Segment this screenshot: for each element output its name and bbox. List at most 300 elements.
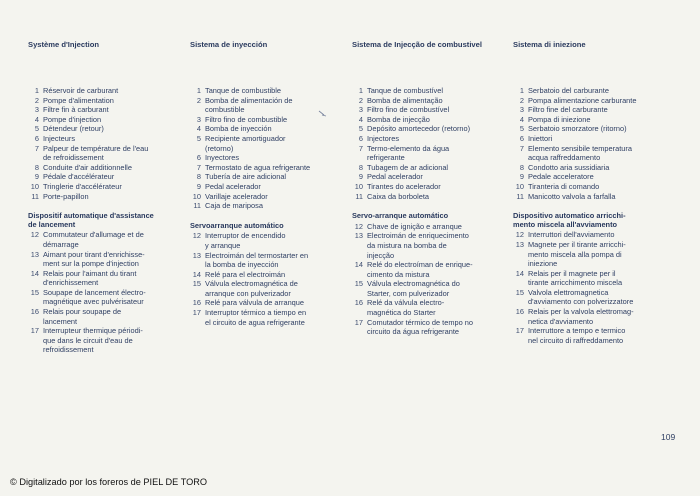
item-text-line: el circuito de agua refrigerante xyxy=(205,317,305,327)
item-text-line: tirante arricchimento miscela xyxy=(528,278,623,288)
item-text-line: Chave de ignição e arranque xyxy=(367,221,462,231)
list-item xyxy=(352,182,504,192)
item-text-line: Aimant pour tirant d'enrichisse- xyxy=(43,249,145,259)
item-number: 7 xyxy=(519,143,524,153)
item-text-line: Bomba de inyección xyxy=(205,124,272,134)
item-text-line: Porte-papillon xyxy=(43,191,89,201)
item-text xyxy=(528,124,665,134)
item-text xyxy=(528,192,665,202)
item-text xyxy=(528,326,665,345)
item-text-line: Réservoir de carburant xyxy=(43,86,119,95)
item-number: 9 xyxy=(519,172,524,182)
item-text-line: Bomba de alimentación de xyxy=(205,95,293,105)
section-heading xyxy=(28,212,180,229)
column-title: Système d'Injection xyxy=(28,40,100,49)
item-number: 9 xyxy=(358,172,363,182)
item-text-line: Conduite d'air additionnelle xyxy=(43,162,132,172)
list-item xyxy=(513,240,665,269)
item-number: 10 xyxy=(30,181,39,191)
item-text xyxy=(367,260,504,279)
list-item xyxy=(190,192,342,202)
item-text xyxy=(43,250,180,269)
item-text-line: Bomba de alimentação xyxy=(367,95,443,105)
item-text-line: Détendeur (retour) xyxy=(43,124,104,134)
item-number: 10 xyxy=(515,181,524,191)
item-text-line: Relais per la valvola elettromag- xyxy=(528,307,634,317)
item-text-line: da mistura na bomba de xyxy=(367,240,447,250)
item-text xyxy=(43,86,180,96)
item-text xyxy=(528,115,665,125)
item-number: 1 xyxy=(196,86,201,95)
section-heading-line: Servo-arranque automático xyxy=(352,211,449,221)
item-number: 14 xyxy=(192,269,201,279)
item-text xyxy=(205,153,342,163)
item-text xyxy=(43,182,180,192)
item-text xyxy=(43,163,180,173)
item-number: 5 xyxy=(358,124,363,134)
list-item xyxy=(352,298,504,317)
list-item xyxy=(190,172,342,182)
list-item xyxy=(352,163,504,173)
auto-start-list xyxy=(352,222,504,337)
list-item xyxy=(28,96,180,106)
item-number: 7 xyxy=(196,162,201,172)
parts-list xyxy=(352,86,504,201)
item-text-line: Tubería de aire adicional xyxy=(205,172,287,182)
list-item xyxy=(28,134,180,144)
parts-list xyxy=(28,86,180,201)
list-item xyxy=(513,192,665,202)
list-item xyxy=(28,288,180,307)
column-spanish xyxy=(190,40,342,327)
page-number: 109 xyxy=(661,432,676,442)
auto-start-list xyxy=(28,230,180,355)
item-number: 17 xyxy=(192,308,201,318)
item-number: 6 xyxy=(358,133,363,143)
item-number: 14 xyxy=(515,268,524,278)
item-text-line: circuito da água refrigerante xyxy=(367,327,460,337)
list-item xyxy=(352,279,504,298)
section-heading-line: Dispositif automatique d'assistance xyxy=(28,211,154,221)
list-item xyxy=(28,326,180,355)
item-text-line: Recipiente amortiguador xyxy=(205,133,286,143)
item-text xyxy=(367,96,504,106)
item-text-line: Pompa alimentazione carburante xyxy=(528,95,637,105)
item-text xyxy=(43,115,180,125)
list-item xyxy=(513,96,665,106)
item-text xyxy=(367,163,504,173)
item-number: 1 xyxy=(34,86,39,95)
list-item xyxy=(352,260,504,279)
item-number: 8 xyxy=(34,162,39,172)
item-number: 12 xyxy=(515,230,524,240)
item-number: 1 xyxy=(519,86,524,95)
item-number: 8 xyxy=(519,162,524,172)
item-text xyxy=(367,124,504,134)
item-number: 13 xyxy=(354,231,363,241)
item-number: 11 xyxy=(193,201,201,211)
item-number: 2 xyxy=(519,95,524,105)
item-number: 12 xyxy=(354,221,363,231)
section-heading-line: Dispositivo automatico arricchi- xyxy=(513,211,626,221)
scan-credit: © Digitalizado por los foreros de PIEL DE TORO xyxy=(10,477,208,487)
item-text xyxy=(367,105,504,115)
list-item xyxy=(352,144,504,163)
item-text xyxy=(205,182,342,192)
item-text xyxy=(43,230,180,249)
list-item xyxy=(352,231,504,260)
item-text xyxy=(205,172,342,182)
item-number: 3 xyxy=(34,105,39,115)
item-text-line: Condotto aria sussidiaria xyxy=(528,162,610,172)
item-text-line: Soupape de lancement électro- xyxy=(43,287,146,297)
item-number: 2 xyxy=(196,95,201,105)
item-text xyxy=(367,318,504,337)
item-text-line: Inyectores xyxy=(205,153,240,163)
section-heading-line: de lancement xyxy=(28,219,76,229)
item-text-line: Depósito amortecedor (retorno) xyxy=(367,124,471,134)
item-text-line: acqua raffreddamento xyxy=(528,153,601,163)
item-text xyxy=(528,86,665,96)
item-text-line: Filtro fine del carburante xyxy=(528,105,608,115)
item-number: 5 xyxy=(519,124,524,134)
item-text-line: Manicotto valvola a farfalla xyxy=(528,191,616,201)
list-item xyxy=(513,86,665,96)
item-text-line: Caja de mariposa xyxy=(205,201,263,211)
item-text-line: nel circuito di raffreddamento xyxy=(528,335,624,345)
list-item xyxy=(352,124,504,134)
item-text xyxy=(43,134,180,144)
list-item xyxy=(352,96,504,106)
item-text xyxy=(205,124,342,134)
list-item xyxy=(513,326,665,345)
list-item xyxy=(352,105,504,115)
list-item xyxy=(28,192,180,202)
item-text xyxy=(528,144,665,163)
item-text-line: Bomba de injecção xyxy=(367,114,430,124)
item-text xyxy=(528,240,665,269)
item-number: 5 xyxy=(196,133,201,143)
item-number: 15 xyxy=(30,287,39,297)
item-text-line: Iniettori xyxy=(528,133,553,143)
item-text-line: Serbatoio del carburante xyxy=(528,86,609,95)
list-item xyxy=(28,250,180,269)
list-item xyxy=(28,105,180,115)
item-text-line: Electroimán del termostarter en xyxy=(205,250,309,260)
item-text-line: Pompe d'injection xyxy=(43,114,102,124)
item-text xyxy=(528,105,665,115)
list-item xyxy=(352,86,504,96)
column-french xyxy=(28,40,180,355)
item-text-line: refrigerante xyxy=(367,153,405,163)
item-text-line: (retorno) xyxy=(205,143,234,153)
list-item xyxy=(28,115,180,125)
item-number: 5 xyxy=(34,124,39,134)
item-number: 16 xyxy=(515,307,524,317)
item-text-line: la bomba de inyección xyxy=(205,260,279,270)
list-item xyxy=(352,134,504,144)
item-text xyxy=(528,230,665,240)
item-number: 11 xyxy=(355,191,363,201)
pen-mark-icon xyxy=(318,110,328,118)
item-text xyxy=(43,307,180,326)
list-item xyxy=(352,172,504,182)
list-item xyxy=(352,318,504,337)
list-item xyxy=(513,182,665,192)
item-text xyxy=(367,86,504,96)
item-text-line: Relé da válvula electro- xyxy=(367,298,445,308)
item-text xyxy=(528,96,665,106)
list-item xyxy=(190,163,342,173)
item-text-line: d'enrichissement xyxy=(43,278,99,288)
item-text-line: Tringlerie d'accélérateur xyxy=(43,181,122,191)
item-text xyxy=(43,144,180,163)
item-text-line: injecção xyxy=(367,250,395,260)
item-number: 2 xyxy=(34,95,39,105)
list-item xyxy=(190,279,342,298)
item-text xyxy=(205,251,342,270)
item-text-line: Interruptor térmico a tiempo en xyxy=(205,308,307,318)
section-heading xyxy=(190,222,342,231)
item-text-line: Relé do electroíman de enrique- xyxy=(367,260,473,270)
item-text xyxy=(205,86,342,96)
item-number: 13 xyxy=(192,250,201,260)
item-text xyxy=(205,231,342,250)
item-text-line: Pedale acceleratore xyxy=(528,172,594,182)
list-item xyxy=(28,144,180,163)
item-text xyxy=(528,182,665,192)
item-text-line: Relais pour soupape de xyxy=(43,307,122,317)
item-number: 13 xyxy=(30,249,39,259)
item-number: 16 xyxy=(30,307,39,317)
list-item xyxy=(352,192,504,202)
item-text-line: démarrage xyxy=(43,239,79,249)
column-portuguese xyxy=(352,40,504,337)
item-text-line: Válvula electromagnética de xyxy=(205,279,298,289)
item-text-line: Pedal acelerador xyxy=(367,172,423,182)
list-item xyxy=(190,201,342,211)
list-item xyxy=(190,231,342,250)
item-text xyxy=(43,192,180,202)
item-number: 3 xyxy=(519,105,524,115)
list-item xyxy=(190,124,342,134)
item-number: 13 xyxy=(515,239,524,249)
item-text xyxy=(367,182,504,192)
list-item xyxy=(28,307,180,326)
item-number: 15 xyxy=(515,287,524,297)
item-text-line: Interruptor de encendido xyxy=(205,231,286,241)
list-item xyxy=(513,307,665,326)
item-number: 11 xyxy=(31,191,39,201)
item-text xyxy=(367,134,504,144)
list-item xyxy=(28,269,180,288)
item-text-line: Relais per il magnete per il xyxy=(528,268,616,278)
item-number: 12 xyxy=(30,230,39,240)
item-text xyxy=(43,326,180,355)
item-text-line: Pompe d'alimentation xyxy=(43,95,114,105)
item-text-line: Palpeur de température de l'eau xyxy=(43,143,149,153)
item-number: 7 xyxy=(358,143,363,153)
item-text xyxy=(205,134,342,153)
item-text-line: Relé para válvula de arranque xyxy=(205,298,305,308)
item-text-line: magnétique avec pulvérisateur xyxy=(43,297,144,307)
list-item xyxy=(513,163,665,173)
item-text xyxy=(43,269,180,288)
item-text xyxy=(205,270,342,280)
list-item xyxy=(513,105,665,115)
item-text xyxy=(367,222,504,232)
item-text-line: Relé para el electroimán xyxy=(205,269,286,279)
item-text-line: Caixa da borboleta xyxy=(367,191,430,201)
item-number: 17 xyxy=(30,326,39,336)
list-item xyxy=(513,115,665,125)
item-number: 2 xyxy=(358,95,363,105)
section-heading-line: Servoarranque automático xyxy=(190,220,284,230)
list-item xyxy=(513,124,665,134)
item-text-line: Starter, com pulverizador xyxy=(367,288,450,298)
item-text-line: refroidissement xyxy=(43,345,94,355)
item-text xyxy=(205,308,342,327)
item-text-line: magnética do Starter xyxy=(367,308,436,318)
item-number: 6 xyxy=(34,133,39,143)
item-text xyxy=(43,288,180,307)
item-text xyxy=(528,172,665,182)
item-text-line: Electroimán de enriquecimento xyxy=(367,231,469,241)
item-text xyxy=(528,288,665,307)
item-text-line: Tirantes do acelerador xyxy=(367,181,441,191)
item-text-line: Tanque de combustível xyxy=(367,86,444,95)
item-text-line: ment sur la pompe d'injection xyxy=(43,259,139,269)
item-text xyxy=(367,298,504,317)
list-item xyxy=(352,115,504,125)
item-number: 12 xyxy=(192,231,201,241)
list-item xyxy=(28,124,180,134)
item-text-line: Comutador térmico de tempo no xyxy=(367,317,473,327)
item-text xyxy=(367,172,504,182)
item-text-line: mento miscela alla pompa di xyxy=(528,249,622,259)
item-text-line: Filtro fino de combustible xyxy=(205,114,288,124)
item-text-line: y arranque xyxy=(205,240,241,250)
list-item xyxy=(513,230,665,240)
item-number: 16 xyxy=(354,298,363,308)
item-text xyxy=(205,201,342,211)
item-text-line: Injecteurs xyxy=(43,133,76,143)
column-title: Sistema de Injecção de combustivel xyxy=(352,40,482,49)
item-text xyxy=(43,172,180,182)
item-text-line: Tubagem de ar adicional xyxy=(367,162,449,172)
item-text-line: lancement xyxy=(43,316,78,326)
item-text-line: Relais pour l'aimant du tirant xyxy=(43,268,137,278)
item-number: 14 xyxy=(354,260,363,270)
item-text xyxy=(205,163,342,173)
list-item xyxy=(190,134,342,153)
item-text-line: Pompa di iniezione xyxy=(528,114,591,124)
parts-list xyxy=(190,86,342,211)
item-number: 4 xyxy=(519,114,524,124)
item-text-line: cimento da mistura xyxy=(367,269,430,279)
item-text-line: Termo-elemento da água xyxy=(367,143,450,153)
section-heading-line: mento miscela all'avviamento xyxy=(513,219,618,229)
item-text-line: Pedal acelerador xyxy=(205,181,261,191)
list-item xyxy=(513,269,665,288)
item-number: 6 xyxy=(519,133,524,143)
item-text-line: Varillaje acelerador xyxy=(205,191,268,201)
item-number: 10 xyxy=(354,181,363,191)
item-text xyxy=(43,124,180,134)
item-text xyxy=(43,96,180,106)
item-text xyxy=(367,144,504,163)
list-item xyxy=(28,230,180,249)
list-item xyxy=(513,134,665,144)
item-text-line: arranque con pulverizador xyxy=(205,288,291,298)
item-number: 8 xyxy=(196,172,201,182)
item-text xyxy=(528,307,665,326)
section-heading xyxy=(352,212,504,221)
item-text-line: Válvula electromagnética do xyxy=(367,279,460,289)
item-text xyxy=(528,269,665,288)
item-text xyxy=(367,279,504,298)
item-number: 3 xyxy=(196,114,201,124)
list-item xyxy=(190,251,342,270)
item-text xyxy=(367,231,504,260)
list-item xyxy=(513,172,665,182)
item-text-line: combustible xyxy=(205,105,245,115)
item-text-line: Injectores xyxy=(367,133,400,143)
list-item xyxy=(190,308,342,327)
item-text-line: Magnete per il tirante arricchi- xyxy=(528,239,626,249)
item-number: 6 xyxy=(196,153,201,163)
list-item xyxy=(190,182,342,192)
list-item xyxy=(352,222,504,232)
list-item xyxy=(28,163,180,173)
column-title: Sistema di iniezione xyxy=(513,40,586,49)
auto-start-list xyxy=(513,230,665,345)
item-number: 10 xyxy=(192,191,201,201)
list-item xyxy=(28,182,180,192)
column-italian xyxy=(513,40,665,345)
item-text-line: de refroidissement xyxy=(43,153,104,163)
item-number: 14 xyxy=(30,268,39,278)
item-text xyxy=(367,115,504,125)
item-number: 17 xyxy=(354,317,363,327)
item-number: 7 xyxy=(34,143,39,153)
item-text-line: Serbatoio smorzatore (ritorno) xyxy=(528,124,627,134)
item-text xyxy=(205,298,342,308)
item-text xyxy=(528,134,665,144)
item-number: 9 xyxy=(34,172,39,182)
item-text-line: que dans le circuit d'eau de xyxy=(43,335,133,345)
item-text xyxy=(43,105,180,115)
section-heading xyxy=(513,212,665,229)
item-number: 4 xyxy=(358,114,363,124)
item-text-line: iniezione xyxy=(528,259,558,269)
item-text-line: Interruttore a tempo e termico xyxy=(528,326,626,336)
item-number: 4 xyxy=(34,114,39,124)
item-text-line: Filtro fino de combustível xyxy=(367,105,450,115)
list-item xyxy=(190,153,342,163)
list-item xyxy=(190,86,342,96)
list-item xyxy=(190,298,342,308)
list-item xyxy=(513,288,665,307)
column-title: Sistema de inyección xyxy=(190,40,268,49)
item-text xyxy=(528,163,665,173)
item-number: 3 xyxy=(358,105,363,115)
item-text-line: Filtre fin à carburant xyxy=(43,105,109,115)
item-text-line: netica d'avviamento xyxy=(528,316,594,326)
item-text-line: Commutateur d'allumage et de xyxy=(43,230,144,240)
item-number: 9 xyxy=(196,181,201,191)
list-item xyxy=(513,144,665,163)
